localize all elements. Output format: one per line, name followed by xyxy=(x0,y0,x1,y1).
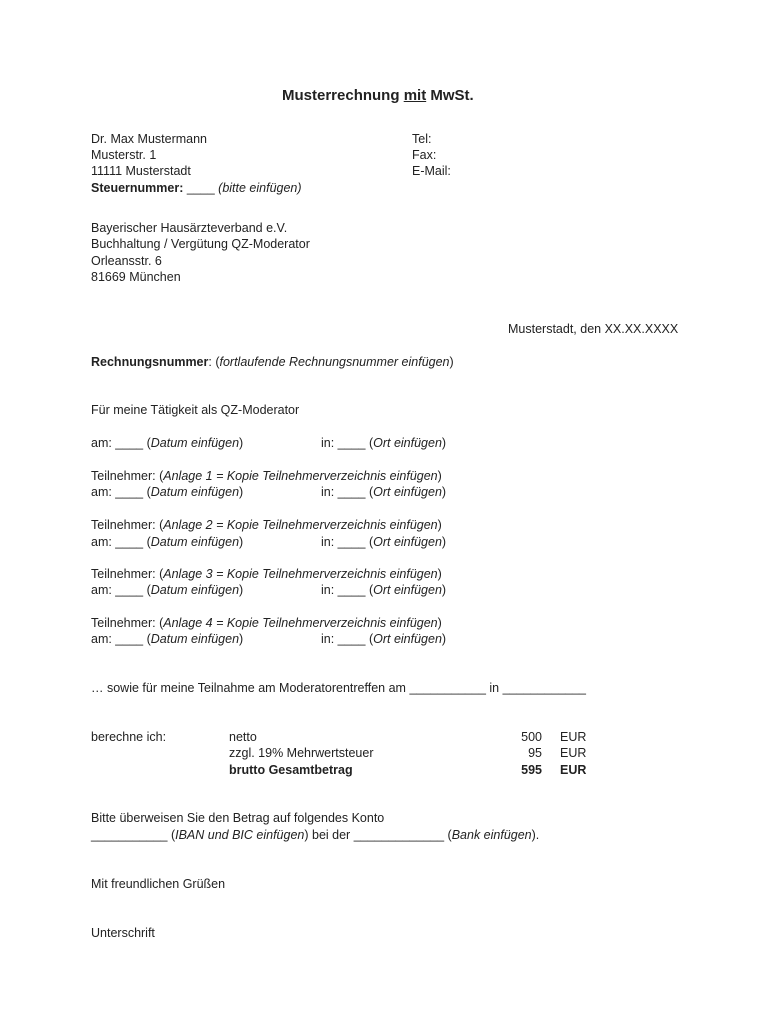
paren: ) xyxy=(441,436,447,450)
invoice-hint: fortlaufende Rechnungsnummer einfügen xyxy=(219,355,450,369)
date-line: Musterstadt, den XX.XX.XXXX xyxy=(508,322,679,336)
paren: ) xyxy=(239,632,244,646)
bank-intro: Bitte überweisen Sie den Betrag auf folgendes Konto xyxy=(91,811,385,825)
closing: Mit freundlichen Grüßen xyxy=(91,877,226,891)
invoice-colon: : ( xyxy=(208,355,220,369)
bank-blank: ___________ ( xyxy=(91,828,176,842)
calc-currency: EUR xyxy=(560,763,587,777)
in-label: in: ____ ( xyxy=(321,632,374,646)
paren: ) xyxy=(441,632,447,646)
first-entry-date xyxy=(91,435,243,451)
iban-hint: IBAN und BIC einfügen xyxy=(175,828,305,842)
participant-place xyxy=(321,534,446,550)
paren: ) xyxy=(441,583,447,597)
in-label: in: ____ ( xyxy=(321,436,374,450)
ort-hint: Ort einfügen xyxy=(373,436,442,450)
title-suffix: MwSt. xyxy=(426,87,474,104)
recipient-line2: Buchhaltung / Vergütung QZ-Moderator xyxy=(91,237,310,251)
calc-currency: EUR xyxy=(560,746,587,760)
meeting-line: … sowie für meine Teilnahme am Moderatorentreffen am ___________ in ____________ xyxy=(91,681,587,695)
calc-amount-netto: 500 xyxy=(521,730,542,744)
participant-line xyxy=(91,566,442,582)
participant-date xyxy=(91,534,243,550)
bank-end: ). xyxy=(531,828,540,842)
anlage-hint: Anlage 1 = Kopie Teilnehmerverzeichnis einfügen xyxy=(163,469,438,483)
paren: ) xyxy=(239,485,244,499)
in-label: in: ____ ( xyxy=(321,485,374,499)
ort-hint: Ort einfügen xyxy=(373,535,442,549)
am-label: am: ____ ( xyxy=(91,485,151,499)
am-label: am: ____ ( xyxy=(91,632,151,646)
sender-street: Musterstr. 1 xyxy=(91,148,157,162)
bank-hint: Bank einfügen xyxy=(451,828,532,842)
paren: ) xyxy=(437,469,442,483)
participant-date xyxy=(91,582,243,598)
paren: ) xyxy=(437,567,442,581)
datum-hint: Datum einfügen xyxy=(150,632,240,646)
title-text: Musterrechnung xyxy=(282,87,404,104)
paren: ) xyxy=(437,518,442,532)
participant-label: Teilnehmer: ( xyxy=(91,469,164,483)
paren: ) xyxy=(437,616,442,630)
ort-hint: Ort einfügen xyxy=(373,632,442,646)
calc-amount-total: 595 xyxy=(521,763,542,777)
calc-desc-vat: zzgl. 19% Mehrwertsteuer xyxy=(229,746,374,760)
tax-number-line xyxy=(91,180,302,196)
in-label: in: ____ ( xyxy=(321,583,374,597)
recipient-line3: Orleansstr. 6 xyxy=(91,254,162,268)
recipient-line4: 81669 München xyxy=(91,270,181,284)
calc-desc-netto: netto xyxy=(229,730,257,744)
anlage-hint: Anlage 4 = Kopie Teilnehmerverzeichnis einfügen xyxy=(163,616,438,630)
calc-currency: EUR xyxy=(560,730,587,744)
contact-tel: Tel: xyxy=(412,132,432,146)
recipient-line1: Bayerischer Hausärzteverband e.V. xyxy=(91,221,288,235)
paren: ) xyxy=(441,535,447,549)
tax-hint: (bitte einfügen) xyxy=(218,181,302,195)
bank-details xyxy=(91,827,539,843)
title-underlined: mit xyxy=(403,87,427,104)
contact-email: E-Mail: xyxy=(412,164,451,178)
anlage-hint: Anlage 2 = Kopie Teilnehmerverzeichnis einfügen xyxy=(163,518,438,532)
first-entry-place xyxy=(321,435,446,451)
activity-intro: Für meine Tätigkeit als QZ-Moderator xyxy=(91,403,300,417)
datum-hint: Datum einfügen xyxy=(150,436,240,450)
invoice-label: Rechnungsnummer xyxy=(91,355,209,369)
am-label: am: ____ ( xyxy=(91,583,151,597)
invoice-close: ) xyxy=(449,355,454,369)
sender-city: 11111 Musterstadt xyxy=(91,164,191,178)
invoice-number-line xyxy=(91,354,454,370)
anlage-hint: Anlage 3 = Kopie Teilnehmerverzeichnis einfügen xyxy=(163,567,438,581)
ort-hint: Ort einfügen xyxy=(373,583,442,597)
participant-label: Teilnehmer: ( xyxy=(91,518,164,532)
participant-date xyxy=(91,631,243,647)
paren: ) xyxy=(441,485,447,499)
participant-place xyxy=(321,484,446,500)
ort-hint: Ort einfügen xyxy=(373,485,442,499)
sender-name: Dr. Max Mustermann xyxy=(91,132,208,146)
paren: ) xyxy=(239,583,244,597)
calc-amount-vat: 95 xyxy=(528,746,542,760)
am-label: am: ____ ( xyxy=(91,535,151,549)
datum-hint: Datum einfügen xyxy=(150,583,240,597)
participant-date xyxy=(91,484,243,500)
tax-label: Steuernummer: xyxy=(91,181,184,195)
datum-hint: Datum einfügen xyxy=(150,535,240,549)
participant-place xyxy=(321,582,446,598)
paren: ) xyxy=(239,436,244,450)
document-title xyxy=(282,88,474,104)
calc-label: berechne ich: xyxy=(91,730,167,744)
participant-line xyxy=(91,517,442,533)
am-label: am: ____ ( xyxy=(91,436,151,450)
participant-label: Teilnehmer: ( xyxy=(91,616,164,630)
participant-line xyxy=(91,468,442,484)
calc-desc-total: brutto Gesamtbetrag xyxy=(229,763,353,777)
tax-value: ____ xyxy=(183,181,219,195)
paren: ) xyxy=(239,535,244,549)
participant-label: Teilnehmer: ( xyxy=(91,567,164,581)
participant-line xyxy=(91,615,442,631)
bank-mid: ) bei der _____________ ( xyxy=(304,828,452,842)
contact-fax: Fax: xyxy=(412,148,437,162)
datum-hint: Datum einfügen xyxy=(150,485,240,499)
in-label: in: ____ ( xyxy=(321,535,374,549)
signature-label: Unterschrift xyxy=(91,926,155,940)
participant-place xyxy=(321,631,446,647)
